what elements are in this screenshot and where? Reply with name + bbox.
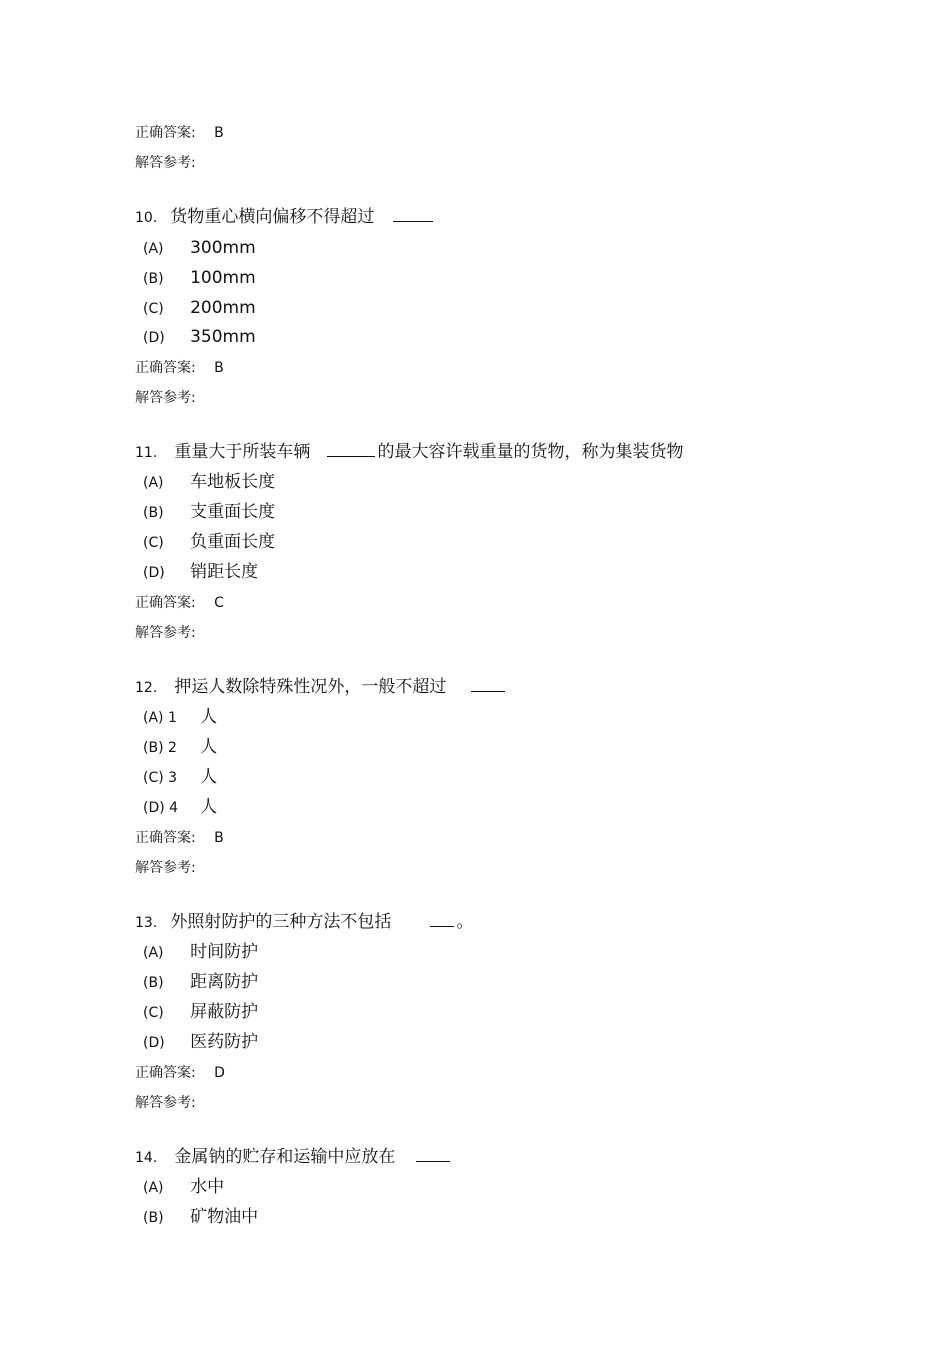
answer-row: [135, 831, 224, 845]
option-letter: (A): [143, 1180, 164, 1196]
answer-value: B: [214, 360, 224, 376]
question-text-after: 的最大容许载重量的货物，称为集装货物: [377, 442, 684, 462]
option-row: [143, 329, 256, 346]
option-letter: (B): [143, 505, 164, 521]
option-letter: (D): [143, 330, 165, 346]
answer-blank: [393, 220, 433, 222]
option-row: [143, 1004, 258, 1021]
option-row: [143, 1179, 224, 1196]
option-letter: (D) 4: [143, 800, 179, 816]
option-text: 销距长度: [190, 562, 259, 582]
option-letter: (D): [143, 565, 165, 581]
answer-label: 正确答案:: [135, 125, 196, 141]
option-text: 100mm: [190, 268, 256, 288]
option-text: 医药防护: [190, 1032, 259, 1052]
prev-answer-row: [135, 126, 224, 140]
option-row: [143, 1209, 258, 1226]
answer-blank: [327, 455, 375, 457]
reference-label: 解答参考:: [135, 625, 196, 641]
option-text: 人: [200, 797, 218, 817]
answer-label: 正确答案:: [135, 1065, 196, 1081]
option-row: [143, 504, 275, 521]
question-14-title: [135, 1149, 450, 1166]
option-text: 支重面长度: [190, 502, 276, 522]
question-11-title: [135, 444, 683, 461]
answer-blank: [416, 1160, 450, 1162]
question-10-title: [135, 209, 433, 226]
option-row: [143, 240, 256, 257]
option-letter: (A): [143, 945, 164, 961]
option-letter: (A): [143, 241, 164, 257]
question-text-after: 。: [456, 912, 474, 932]
option-text: 人: [200, 737, 218, 757]
question-number: 11.: [135, 445, 158, 461]
answer-value: B: [214, 830, 224, 846]
reference-label: 解答参考:: [135, 860, 196, 876]
option-row: [143, 300, 256, 317]
option-row: [143, 1034, 258, 1051]
option-row: [143, 769, 217, 786]
question-number: 12.: [135, 680, 158, 696]
answer-label: 正确答案:: [135, 360, 196, 376]
answer-blank: [471, 690, 505, 692]
option-letter: (C): [143, 535, 164, 551]
question-12-title: [135, 679, 505, 696]
option-letter: (B): [143, 271, 164, 287]
question-text: 外照射防护的三种方法不包括: [170, 912, 392, 932]
answer-row: [135, 596, 224, 610]
question-text: 重量大于所装车辆: [174, 442, 311, 462]
answer-row: [135, 1066, 225, 1080]
question-number: 10.: [135, 210, 158, 226]
option-row: [143, 799, 217, 816]
option-text: 350mm: [190, 327, 256, 347]
option-text: 距离防护: [190, 972, 259, 992]
question-text: 货物重心横向偏移不得超过: [170, 207, 375, 227]
question-number: 14.: [135, 1150, 158, 1166]
reference-label: 解答参考:: [135, 1095, 196, 1111]
option-text: 人: [200, 707, 218, 727]
answer-value: C: [214, 595, 224, 611]
option-letter: (C) 3: [143, 770, 178, 786]
option-text: 水中: [190, 1177, 225, 1197]
answer-blank: [430, 925, 454, 927]
option-letter: (C): [143, 301, 164, 317]
answer-value: B: [214, 125, 224, 141]
option-row: [143, 534, 275, 551]
option-letter: (C): [143, 1005, 164, 1021]
question-text: 金属钠的贮存和运输中应放在: [174, 1147, 396, 1167]
answer-label: 正确答案:: [135, 595, 196, 611]
option-letter: (A): [143, 475, 164, 491]
option-text: 200mm: [190, 298, 256, 318]
option-text: 300mm: [190, 238, 256, 258]
option-letter: (B): [143, 975, 164, 991]
option-row: [143, 974, 258, 991]
option-text: 时间防护: [190, 942, 259, 962]
option-row: [143, 564, 258, 581]
option-row: [143, 739, 217, 756]
prev-reference-label: 解答参考:: [135, 155, 196, 171]
option-row: [143, 709, 217, 726]
option-letter: (B) 2: [143, 740, 177, 756]
option-letter: (B): [143, 1210, 164, 1226]
option-text: 负重面长度: [190, 532, 276, 552]
option-text: 屏蔽防护: [190, 1002, 259, 1022]
option-text: 人: [200, 767, 218, 787]
answer-row: [135, 361, 224, 375]
option-text: 车地板长度: [190, 472, 276, 492]
answer-label: 正确答案:: [135, 830, 196, 846]
option-row: [143, 270, 256, 287]
reference-label: 解答参考:: [135, 390, 196, 406]
option-row: [143, 474, 275, 491]
question-text: 押运人数除特殊性况外，一般不超过: [174, 677, 447, 697]
question-13-title: [135, 914, 473, 931]
question-number: 13.: [135, 915, 158, 931]
option-row: [143, 944, 258, 961]
option-letter: (D): [143, 1035, 165, 1051]
option-letter: (A) 1: [143, 710, 177, 726]
answer-value: D: [214, 1065, 225, 1081]
option-text: 矿物油中: [190, 1207, 259, 1227]
